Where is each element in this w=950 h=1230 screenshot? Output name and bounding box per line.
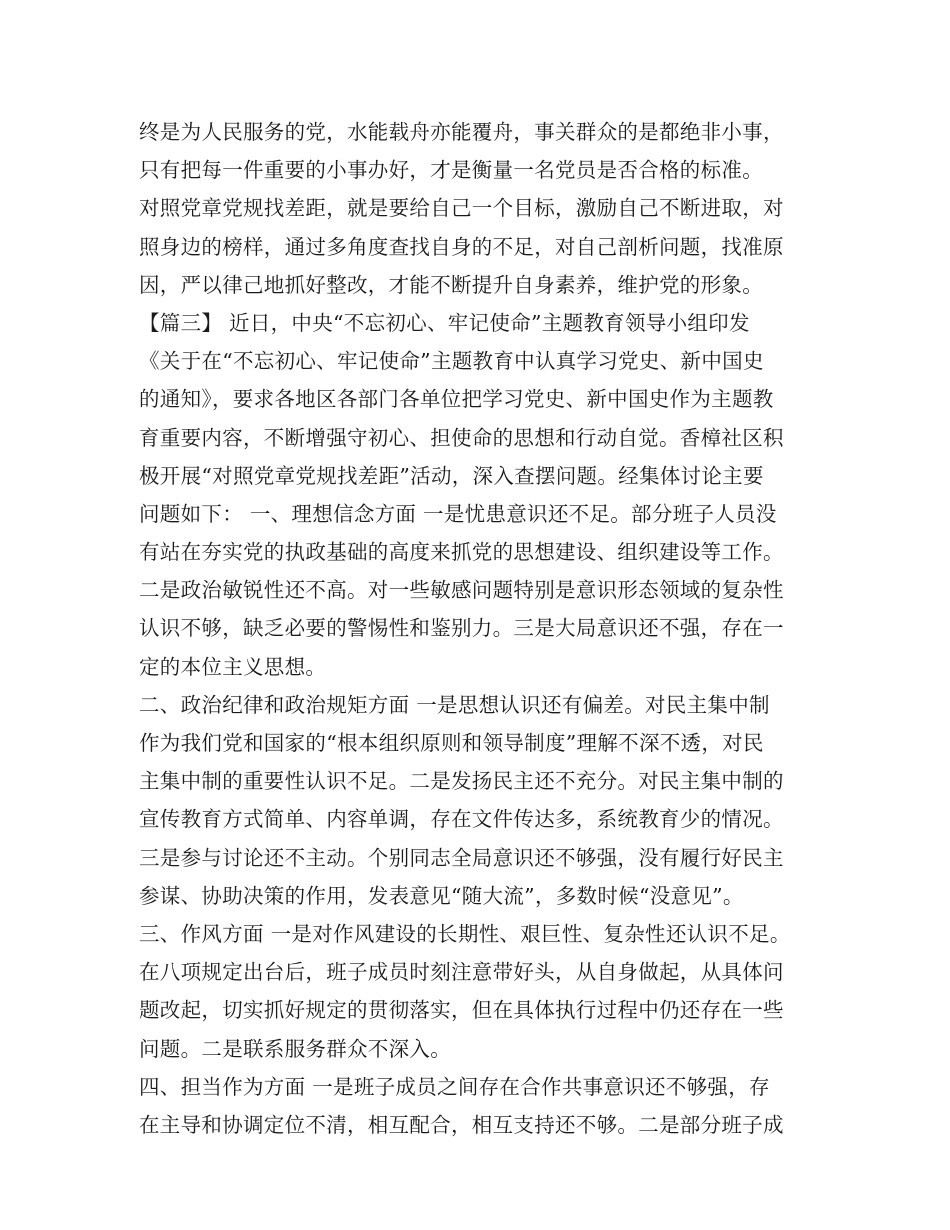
text-line: 主集中制的重要性认识不足。二是发扬民主还不充分。对民主集中制的 xyxy=(139,769,784,794)
text-line: 照身边的榜样，通过多角度查找自身的不足，对自己剖析问题，找准原 xyxy=(139,234,784,259)
text-line: 在主导和协调定位不清，相互配合，相互支持还不够。二是部分班子成 xyxy=(139,1112,784,1137)
text-line: 终是为人民服务的党，水能载舟亦能覆舟，事关群众的是都绝非小事， xyxy=(139,120,784,144)
text-line: 只有把每一件重要的小事办好，才是衡量一名党员是否合格的标准。 xyxy=(139,158,763,183)
document-body xyxy=(139,113,839,1144)
text-line: 三、作风方面 一是对作风建设的长期性、艰巨性、复杂性还认识不足。 xyxy=(139,921,791,946)
text-line: 在八项规定出台后，班子成员时刻注意带好头，从自身做起，从具体问 xyxy=(139,960,784,985)
text-line: 【篇三】 近日，中央“不忘初心、牢记使命”主题教育领导小组印发 xyxy=(139,310,750,335)
text-line: 三是参与讨论还不主动。个别同志全局意识还不够强，没有履行好民主 xyxy=(139,845,784,870)
text-line: 认识不够，缺乏必要的警惕性和鉴别力。三是大局意识还不强，存在一 xyxy=(139,616,784,641)
text-line: 对照党章党规找差距，就是要给自己一个目标，激励自己不断进取，对 xyxy=(139,196,784,221)
text-line: 作为我们党和国家的“根本组织原则和领导制度”理解不深不透，对民 xyxy=(139,731,764,755)
text-line: 因，严以律己地抓好整改，才能不断提升自身素养，维护党的形象。 xyxy=(139,272,763,297)
text-line: 题改起，切实抓好规定的贯彻落实，但在具体执行过程中仍还存在一些 xyxy=(139,998,784,1023)
text-line: 二、政治纪律和政治规矩方面 一是思想认识还有偏差。对民主集中制 xyxy=(139,692,770,717)
text-line: 参谋、协助决策的作用，发表意见“随大流”，多数时候“没意见”。 xyxy=(139,883,744,908)
text-line: 育重要内容，不断增强守初心、担使命的思想和行动自觉。香樟社区积 xyxy=(139,425,784,450)
text-line: 定的本位主义思想。 xyxy=(139,654,327,679)
text-line: 有站在夯实党的执政基础的高度来抓党的思想建设、组织建设等工作。 xyxy=(139,540,784,565)
text-line: 《关于在“不忘初心、牢记使命”主题教育中认真学习党史、新中国史 xyxy=(139,349,764,374)
text-line: 问题如下： 一、理想信念方面 一是忧患意识还不足。部分班子人员没 xyxy=(139,501,777,526)
text-line: 二是政治敏锐性还不高。对一些敏感问题特别是意识形态领域的复杂性 xyxy=(139,578,784,603)
text-line: 的通知》，要求各地区各部门各单位把学习党史、新中国史作为主题教 xyxy=(139,387,774,412)
text-line: 宣传教育方式简单、内容单调，存在文件传达多，系统教育少的情况。 xyxy=(139,807,784,832)
text-line: 四、担当作为方面 一是班子成员之间存在合作共事意识还不够强，存 xyxy=(139,1074,770,1099)
text-line: 问题。二是联系服务群众不深入。 xyxy=(139,1036,451,1061)
text-line: 极开展“对照党章党规找差距”活动，深入查摆问题。经集体讨论主要 xyxy=(139,463,764,488)
